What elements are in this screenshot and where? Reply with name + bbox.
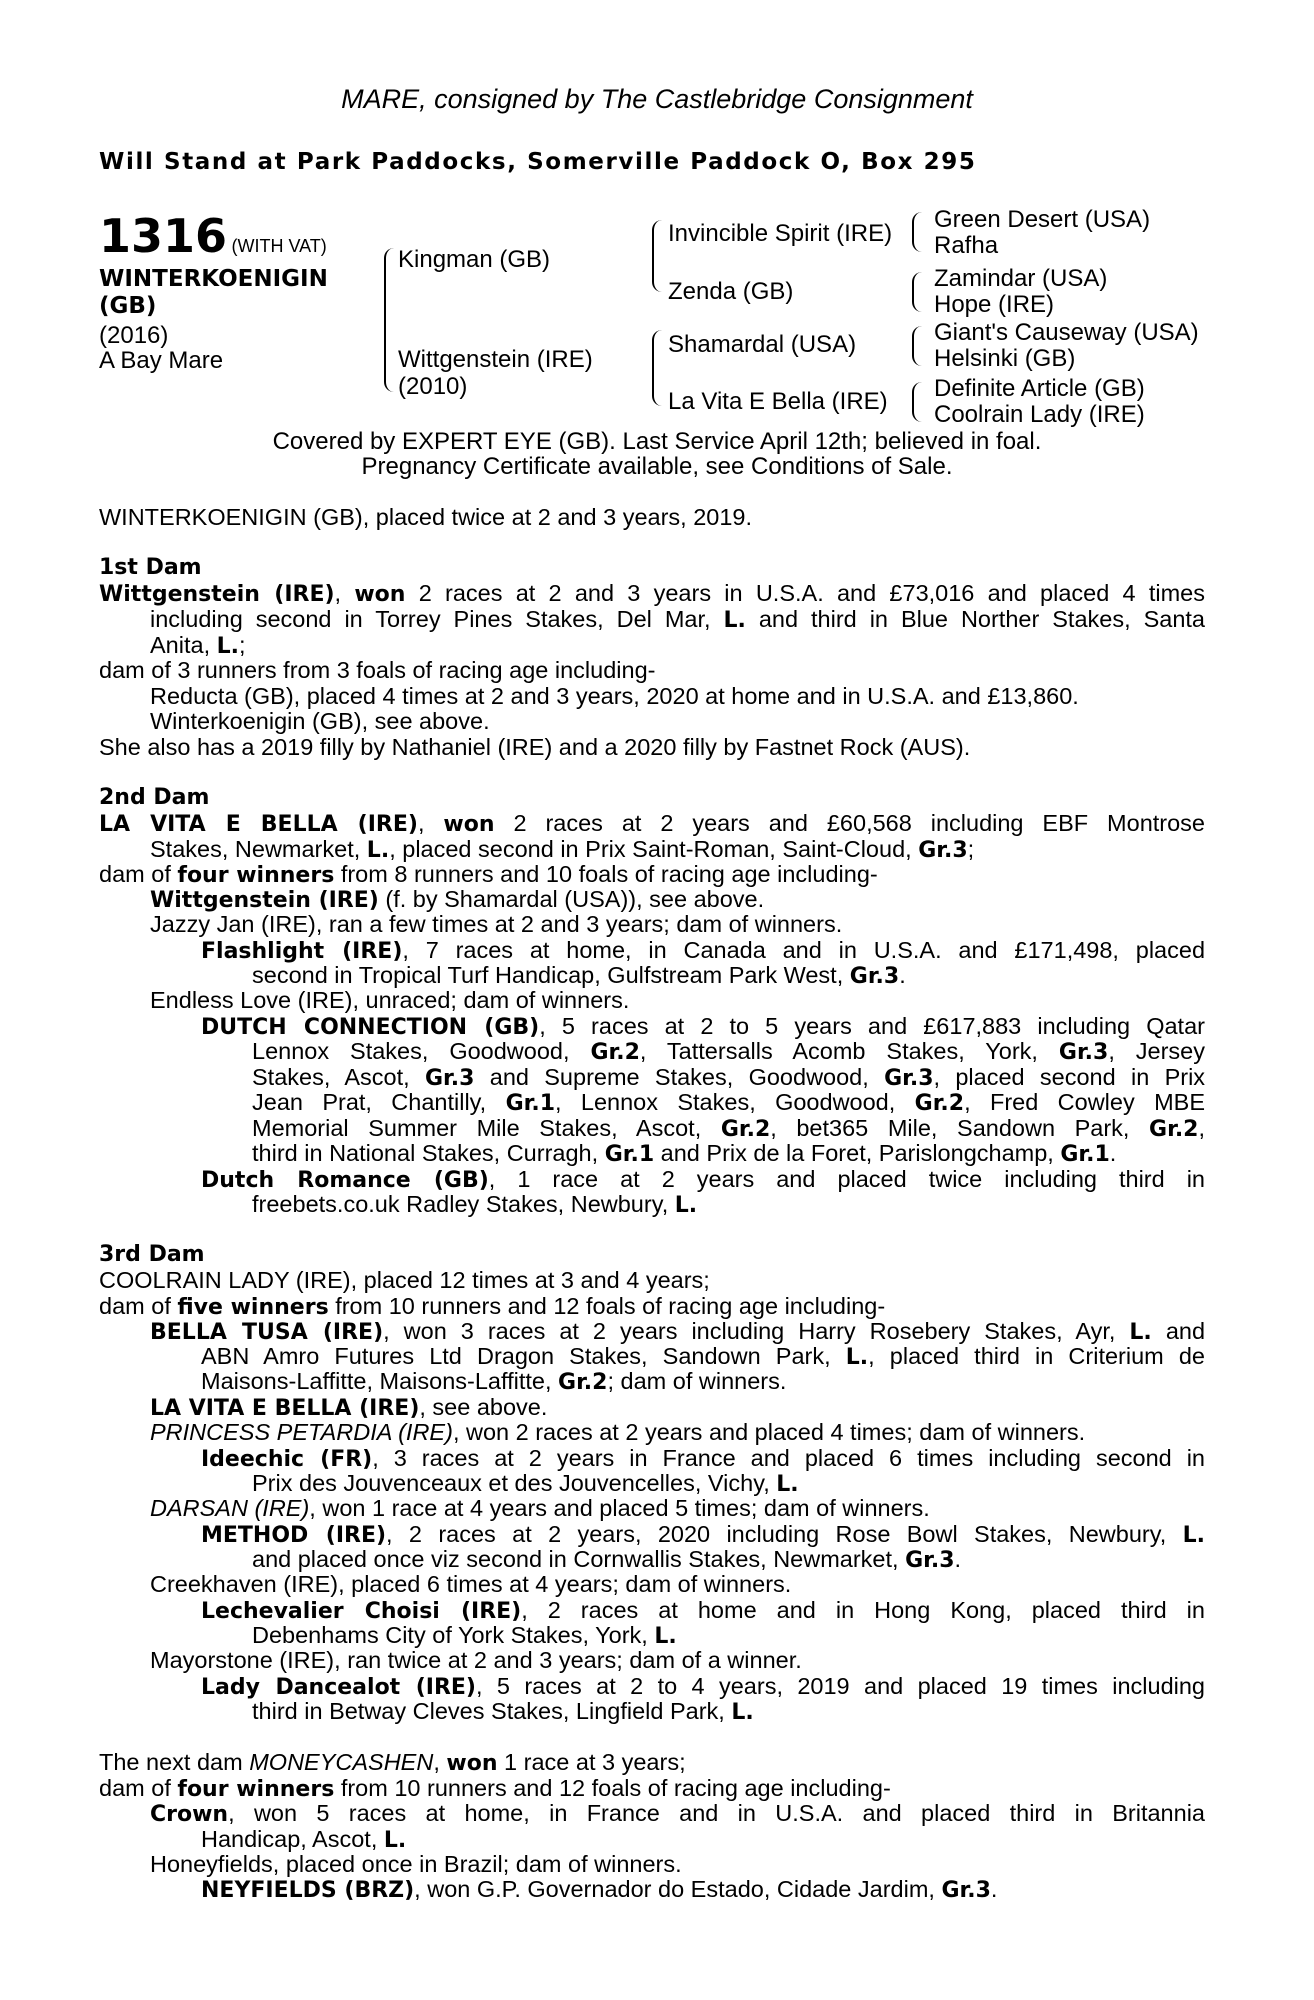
third-dam-line-15: Debenhams City of York Stakes, York, L.: [252, 1622, 677, 1649]
third-dam-line-1: COOLRAIN LADY (IRE), placed 12 times at 3 and 4 years;: [99, 1267, 710, 1293]
second-dam-line-1: LA VITA E BELLA (IRE), won 2 races at 2 years and £60,568 including EBF Montrose: [99, 810, 1206, 837]
next-dam-line-2: dam of four winners from 10 runners and 12 foals of racing age including-: [99, 1775, 891, 1802]
brace-ggp-4: [912, 382, 922, 422]
sire: Kingman (GB): [398, 246, 551, 273]
second-dam-line-3: dam of four winners from 8 runners and 10 foals of racing age including-: [99, 861, 878, 888]
third-dam-line-2: dam of five winners from 10 runners and 12 foals of racing age including-: [99, 1293, 886, 1320]
brace-dam: [652, 330, 664, 406]
second-dam-line-15: Dutch Romance (GB), 1 race at 2 years and placed twice including third in: [201, 1166, 1205, 1193]
third-dam-line-7: PRINCESS PETARDIA (IRE), won 2 races at 2 years and placed 4 times; dam of winners.: [150, 1419, 1086, 1445]
first-dam-line-4: dam of 3 runners from 3 foals of racing age including-: [99, 657, 656, 683]
first-dam-line-3: Anita, L.;: [150, 632, 246, 659]
horse-name: WINTERKOENIGIN: [99, 266, 328, 292]
next-dam-line-5: Honeyfields, placed once in Brazil; dam of winners.: [150, 1851, 682, 1877]
horse-country: (GB): [99, 293, 157, 319]
ggp-2: Rafha: [934, 232, 999, 259]
third-dam-heading: 3rd Dam: [99, 1242, 205, 1267]
second-dam-line-4: Wittgenstein (IRE) (f. by Shamardal (USA)), see above.: [150, 886, 765, 913]
next-dam-line-6: NEYFIELDS (BRZ), won G.P. Governador do Estado, Cidade Jardim, Gr.3.: [201, 1876, 998, 1903]
second-dam-line-11: Stakes, Ascot, Gr.3 and Supreme Stakes, Goodwood, Gr.3, placed second in Prix: [252, 1064, 1206, 1091]
consignor-line: MARE, consigned by The Castlebridge Consignment: [341, 84, 973, 114]
third-dam-line-12: and placed once viz second in Cornwallis Stakes, Newmarket, Gr.3.: [252, 1546, 962, 1573]
second-dam-line-12: Jean Prat, Chantilly, Gr.1, Lennox Stakes, Goodwood, Gr.2, Fred Cowley MBE: [252, 1089, 1205, 1116]
dam-sire: Shamardal (USA): [668, 331, 857, 358]
first-dam-line-6: Winterkoenigin (GB), see above.: [150, 708, 490, 734]
location-line: Will Stand at Park Paddocks, Somerville Paddock O, Box 295: [99, 149, 977, 175]
sire-sire: Invincible Spirit (IRE): [668, 220, 893, 247]
third-dam-line-4: ABN Amro Futures Ltd Dragon Stakes, Sandown Park, L., placed third in Criterium de: [201, 1343, 1205, 1370]
third-dam-line-8: Ideechic (FR), 3 races at 2 years in France and placed 6 times including second in: [201, 1445, 1205, 1472]
next-dam-line-4: Handicap, Ascot, L.: [201, 1826, 407, 1853]
second-dam-line-6: Flashlight (IRE), 7 races at home, in Canada and in U.S.A. and £171,498, placed: [201, 937, 1206, 964]
first-dam-line-5: Reducta (GB), placed 4 times at 2 and 3 years, 2020 at home and in U.S.A. and £13,860.: [150, 683, 1079, 709]
next-dam-line-1: The next dam MONEYCASHEN, won 1 race at 3 years;: [99, 1749, 686, 1776]
ggp-4: Hope (IRE): [934, 291, 1055, 318]
first-dam-line-2: including second in Torrey Pines Stakes, Del Mar, L. and third in Blue Norther Stakes, Santa: [150, 606, 1206, 633]
first-dam-line-1: Wittgenstein (IRE), won 2 races at 2 and 3 years in U.S.A. and £73,016 and placed 4 times: [99, 580, 1205, 607]
dam-dam: La Vita E Bella (IRE): [668, 388, 888, 415]
second-dam-line-8: Endless Love (IRE), unraced; dam of winners.: [150, 987, 630, 1013]
first-dam-line-7: She also has a 2019 filly by Nathaniel (IRE) and a 2020 filly by Fastnet Rock (AUS).: [99, 734, 971, 760]
third-dam-line-3: BELLA TUSA (IRE), won 3 races at 2 years including Harry Rosebery Stakes, Ayr, L. and: [150, 1318, 1206, 1345]
vat-note: (WITH VAT): [231, 236, 327, 256]
third-dam-line-5: Maisons-Laffitte, Maisons-Laffitte, Gr.2; dam of winners.: [201, 1368, 787, 1395]
ggp-6: Helsinki (GB): [934, 345, 1076, 372]
covering-line-2: Pregnancy Certificate available, see Conditions of Sale.: [361, 453, 953, 480]
ggp-8: Coolrain Lady (IRE): [934, 401, 1145, 428]
second-dam-heading: 2nd Dam: [99, 785, 210, 810]
dam: Wittgenstein (IRE): [398, 346, 593, 373]
brace-ggp-1: [912, 212, 922, 252]
horse-year: (2016): [99, 322, 169, 349]
ggp-7: Definite Article (GB): [934, 375, 1145, 402]
first-dam-heading: 1st Dam: [99, 555, 202, 580]
horse-description: A Bay Mare: [99, 347, 224, 374]
horse-summary: WINTERKOENIGIN (GB), placed twice at 2 and 3 years, 2019.: [99, 504, 753, 530]
covering-line-1: Covered by EXPERT EYE (GB). Last Service April 12th; believed in foal.: [272, 428, 1042, 455]
second-dam-line-5: Jazzy Jan (IRE), ran a few times at 2 and 3 years; dam of winners.: [150, 911, 843, 937]
next-dam-line-3: Crown, won 5 races at home, in France and in U.S.A. and placed third in Britannia: [150, 1800, 1205, 1827]
ggp-3: Zamindar (USA): [934, 265, 1108, 292]
second-dam-line-13: Memorial Summer Mile Stakes, Ascot, Gr.2, bet365 Mile, Sandown Park, Gr.2,: [252, 1115, 1206, 1142]
sire-dam: Zenda (GB): [668, 278, 794, 305]
dam-year: (2010): [398, 373, 468, 400]
third-dam-line-18: third in Betway Cleves Stakes, Lingfield Park, L.: [252, 1698, 754, 1725]
ggp-1: Green Desert (USA): [934, 206, 1151, 233]
second-dam-line-2: Stakes, Newmarket, L., placed second in Prix Saint-Roman, Saint-Cloud, Gr.3;: [150, 836, 975, 863]
third-dam-line-11: METHOD (IRE), 2 races at 2 years, 2020 including Rose Bowl Stakes, Newbury, L.: [201, 1521, 1205, 1548]
third-dam-line-6: LA VITA E BELLA (IRE), see above.: [150, 1394, 548, 1421]
second-dam-line-16: freebets.co.uk Radley Stakes, Newbury, L.: [252, 1191, 698, 1218]
second-dam-line-14: third in National Stakes, Curragh, Gr.1 and Prix de la Foret, Parislongchamp, Gr.1.: [252, 1140, 1117, 1167]
ggp-5: Giant's Causeway (USA): [934, 319, 1199, 346]
third-dam-line-13: Creekhaven (IRE), placed 6 times at 4 years; dam of winners.: [150, 1571, 792, 1597]
third-dam-line-14: Lechevalier Choisi (IRE), 2 races at home and in Hong Kong, placed third in: [201, 1597, 1205, 1624]
lot-number-row: [99, 209, 327, 263]
second-dam-line-9: DUTCH CONNECTION (GB), 5 races at 2 to 5 years and £617,883 including Qatar: [201, 1013, 1205, 1040]
brace-main: [384, 248, 398, 392]
brace-sire: [652, 220, 664, 292]
lot-number: 1316: [99, 209, 228, 263]
third-dam-line-10: DARSAN (IRE), won 1 race at 4 years and placed 5 times; dam of winners.: [150, 1495, 930, 1521]
third-dam-line-9: Prix des Jouvenceaux et des Jouvencelles, Vichy, L.: [252, 1470, 799, 1497]
brace-ggp-2: [912, 272, 922, 312]
second-dam-line-7: second in Tropical Turf Handicap, Gulfstream Park West, Gr.3.: [252, 962, 906, 989]
third-dam-line-16: Mayorstone (IRE), ran twice at 2 and 3 years; dam of a winner.: [150, 1647, 802, 1673]
brace-ggp-3: [912, 326, 922, 366]
third-dam-line-17: Lady Dancealot (IRE), 5 races at 2 to 4 years, 2019 and placed 19 times including: [201, 1673, 1205, 1700]
second-dam-line-10: Lennox Stakes, Goodwood, Gr.2, Tattersalls Acomb Stakes, York, Gr.3, Jersey: [252, 1038, 1205, 1065]
